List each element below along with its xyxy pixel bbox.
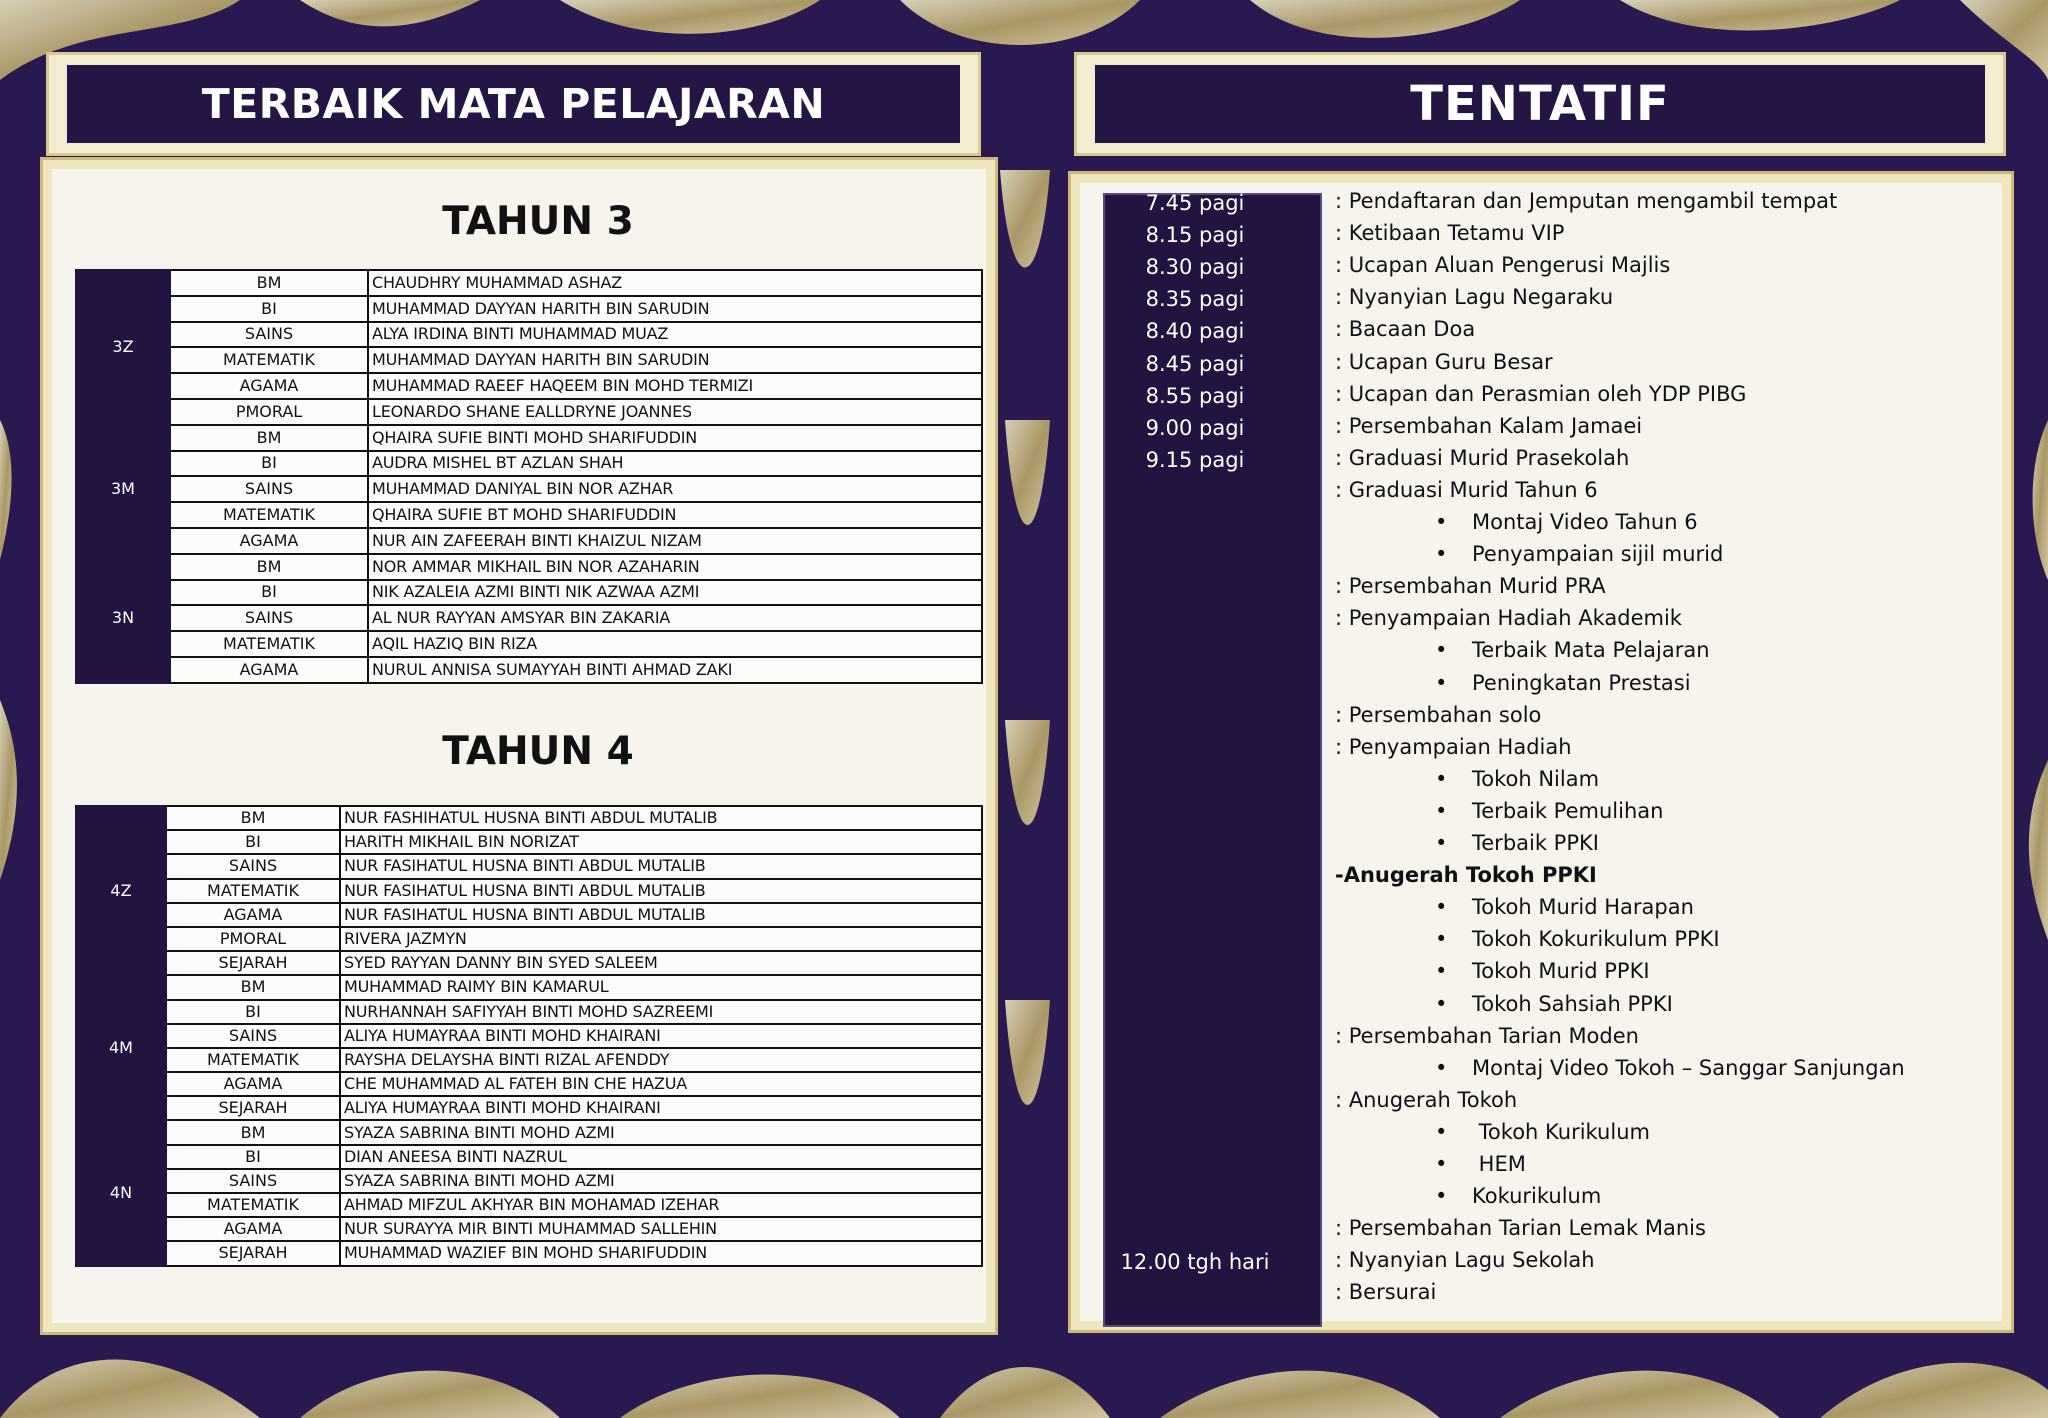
table-row: [76, 951, 982, 975]
tahun3-title: TAHUN 3: [442, 199, 634, 244]
bullet-text: Kokurikulum: [1472, 1184, 1602, 1209]
schedule-activity: : Persembahan solo: [1335, 702, 1542, 727]
bullet-text: Penyampaian sijil murid: [1472, 542, 1724, 567]
bullet-text: Tokoh Sahsiah PPKI: [1472, 991, 1673, 1016]
subject-cell: AGAMA: [166, 1217, 340, 1241]
schedule-activity: : Ucapan Aluan Pengerusi Majlis: [1335, 253, 1671, 278]
schedule-activity: : Persembahan Tarian Lemak Manis: [1335, 1216, 1706, 1241]
student-name-cell: NUR FASHIHATUL HUSNA BINTI ABDUL MUTALIB: [340, 806, 982, 830]
schedule-activity: : Bersurai: [1335, 1280, 1437, 1305]
student-name-cell: MUHAMMAD WAZIEF BIN MOHD SHARIFUDDIN: [340, 1241, 982, 1265]
subject-cell: SAINS: [170, 605, 368, 631]
table-row: [76, 975, 982, 999]
student-name-cell: LEONARDO SHANE EALLDRYNE JOANNES: [368, 399, 982, 425]
class-label: 4M: [76, 975, 166, 1120]
subject-cell: SAINS: [170, 476, 368, 502]
header-title-left: TERBAIK MATA PELAJARAN: [67, 65, 960, 143]
schedule-bullet-item: [1435, 542, 1723, 566]
bullet-text: Peningkatan Prestasi: [1472, 670, 1691, 695]
schedule-bullet-item: [1435, 671, 1691, 695]
subject-cell: BI: [166, 1145, 340, 1169]
class-label: 4Z: [76, 806, 166, 975]
table-row: [76, 554, 982, 580]
bullet-icon: •: [1435, 766, 1448, 791]
time-label: 8.35 pagi: [1145, 287, 1245, 312]
student-name-cell: MUHAMMAD RAIMY BIN KAMARUL: [340, 975, 982, 999]
subject-cell: AGAMA: [166, 1072, 340, 1096]
header-frame-left: [46, 52, 981, 156]
time-label: 8.30 pagi: [1145, 255, 1245, 280]
subject-cell: BI: [170, 296, 368, 322]
schedule-bullet-item: [1435, 510, 1698, 534]
student-name-cell: QHAIRA SUFIE BINTI MOHD SHARIFUDDIN: [368, 425, 982, 451]
bullet-text: Tokoh Nilam: [1472, 766, 1600, 791]
bullet-icon: •: [1435, 1184, 1448, 1209]
subject-cell: MATEMATIK: [170, 347, 368, 373]
bullet-icon: •: [1435, 1119, 1448, 1144]
schedule-activity: : Ucapan dan Perasmian oleh YDP PIBG: [1335, 381, 1747, 406]
schedule-activity: : Persembahan Kalam Jamaei: [1335, 413, 1643, 438]
table-row: [76, 830, 982, 854]
bullet-text: Tokoh Murid PPKI: [1472, 959, 1650, 984]
table-row: [76, 580, 982, 606]
bullet-text: Tokoh Murid Harapan: [1472, 895, 1694, 920]
table-row: [76, 1145, 982, 1169]
subject-cell: SAINS: [166, 1024, 340, 1048]
table-row: [76, 373, 982, 399]
tahun4-title: TAHUN 4: [442, 729, 634, 774]
schedule-bullet-item: [1435, 1152, 1526, 1176]
subject-cell: SEJARAH: [166, 951, 340, 975]
subject-cell: BM: [170, 270, 368, 296]
bullet-icon: •: [1435, 542, 1448, 567]
schedule-activity: : Bacaan Doa: [1335, 317, 1476, 342]
schedule-activity: : Penyampaian Hadiah: [1335, 734, 1572, 759]
subject-cell: MATEMATIK: [166, 1048, 340, 1072]
table-row: [76, 1241, 982, 1265]
class-label: 3M: [76, 425, 170, 554]
subject-cell: AGAMA: [170, 373, 368, 399]
schedule-bullet-item: [1435, 831, 1599, 855]
schedule-bullet-item: [1435, 767, 1599, 791]
student-name-cell: MUHAMMAD DAYYAN HARITH BIN SARUDIN: [368, 347, 982, 373]
student-name-cell: DIAN ANEESA BINTI NAZRUL: [340, 1145, 982, 1169]
schedule-bullet-item: [1435, 1184, 1601, 1208]
bullet-icon: •: [1435, 831, 1448, 855]
time-label: 7.45 pagi: [1145, 191, 1245, 215]
schedule-activity: : Pendaftaran dan Jemputan mengambil tempat: [1335, 189, 1838, 213]
schedule-activity: : Graduasi Murid Tahun 6: [1335, 477, 1598, 502]
tahun3-table-body: [76, 270, 982, 683]
subject-cell: BM: [170, 425, 368, 451]
table-row: [76, 1193, 982, 1217]
schedule-bullet-item: [1435, 992, 1673, 1016]
bullet-text: Terbaik Mata Pelajaran: [1472, 638, 1710, 663]
student-name-cell: HARITH MIKHAIL BIN NORIZAT: [340, 830, 982, 854]
student-name-cell: AQIL HAZIQ BIN RIZA: [368, 631, 982, 657]
subject-cell: BM: [166, 975, 340, 999]
subject-cell: PMORAL: [170, 399, 368, 425]
bullet-icon: •: [1435, 1055, 1448, 1080]
class-label: 3N: [76, 554, 170, 683]
table-row: [76, 502, 982, 528]
schedule-bullet-item: [1435, 959, 1650, 983]
subject-cell: BI: [170, 451, 368, 477]
table-row: [76, 806, 982, 830]
time-label: 8.40 pagi: [1145, 319, 1245, 344]
student-name-cell: NUR FASIHATUL HUSNA BINTI ABDUL MUTALIB: [340, 879, 982, 903]
subject-cell: AGAMA: [170, 528, 368, 554]
student-name-cell: NUR AIN ZAFEERAH BINTI KHAIZUL NIZAM: [368, 528, 982, 554]
table-row: [76, 1096, 982, 1120]
table-row: [76, 399, 982, 425]
student-name-cell: RIVERA JAZMYN: [340, 927, 982, 951]
table-row: [76, 451, 982, 477]
student-name-cell: SYED RAYYAN DANNY BIN SYED SALEEM: [340, 951, 982, 975]
bullet-icon: •: [1435, 798, 1448, 823]
student-name-cell: NURHANNAH SAFIYYAH BINTI MOHD SAZREEMI: [340, 1000, 982, 1024]
table-row: [76, 1048, 982, 1072]
table-row: [76, 631, 982, 657]
student-name-cell: ALIYA HUMAYRAA BINTI MOHD KHAIRANI: [340, 1024, 982, 1048]
subject-cell: BM: [166, 806, 340, 830]
schedule-bullet-item: [1435, 638, 1710, 662]
student-name-cell: CHAUDHRY MUHAMMAD ASHAZ: [368, 270, 982, 296]
student-name-cell: AHMAD MIFZUL AKHYAR BIN MOHAMAD IZEHAR: [340, 1193, 982, 1217]
schedule-bullet-item: [1435, 895, 1694, 919]
bullet-text: HEM: [1472, 1152, 1526, 1176]
subject-cell: BI: [166, 1000, 340, 1024]
time-column: [1103, 193, 1322, 1327]
subject-cell: MATEMATIK: [170, 631, 368, 657]
table-row: [76, 322, 982, 348]
bullet-text: Tokoh Kokurikulum PPKI: [1472, 927, 1720, 952]
table-row: [76, 528, 982, 554]
table-row: [76, 1072, 982, 1096]
student-name-cell: AUDRA MISHEL BT AZLAN SHAH: [368, 451, 982, 477]
student-name-cell: QHAIRA SUFIE BT MOHD SHARIFUDDIN: [368, 502, 982, 528]
student-name-cell: MUHAMMAD RAEEF HAQEEM BIN MOHD TERMIZI: [368, 373, 982, 399]
schedule-panel: [1071, 174, 2011, 1330]
time-label: 9.15 pagi: [1145, 447, 1245, 472]
bullet-icon: •: [1435, 927, 1448, 952]
student-name-cell: RAYSHA DELAYSHA BINTI RIZAL AFENDDY: [340, 1048, 982, 1072]
table-row: [76, 296, 982, 322]
student-name-cell: SYAZA SABRINA BINTI MOHD AZMI: [340, 1120, 982, 1144]
subject-cell: MATEMATIK: [166, 1193, 340, 1217]
schedule-activity: : Graduasi Murid Prasekolah: [1335, 445, 1630, 470]
subject-cell: MATEMATIK: [170, 502, 368, 528]
subject-awards-panel: [43, 160, 995, 1332]
time-label: 8.15 pagi: [1145, 223, 1245, 248]
table-row: [76, 347, 982, 373]
subject-cell: BM: [166, 1120, 340, 1144]
table-row: [76, 605, 982, 631]
table-row: [76, 1169, 982, 1193]
schedule-activity: : Anugerah Tokoh: [1335, 1087, 1518, 1112]
header-title-right: TENTATIF: [1095, 65, 1985, 143]
subject-cell: PMORAL: [166, 927, 340, 951]
tahun3-table: [75, 269, 983, 684]
table-row: [76, 903, 982, 927]
table-row: [76, 927, 982, 951]
student-name-cell: NUR SURAYYA MIR BINTI MUHAMMAD SALLEHIN: [340, 1217, 982, 1241]
table-row: [76, 270, 982, 296]
schedule-bullet-item: [1435, 1120, 1650, 1144]
student-name-cell: ALIYA HUMAYRAA BINTI MOHD KHAIRANI: [340, 1096, 982, 1120]
bullet-text: Montaj Video Tokoh – Sanggar Sanjungan: [1472, 1055, 1905, 1080]
bullet-icon: •: [1435, 959, 1448, 984]
subject-cell: MATEMATIK: [166, 879, 340, 903]
time-label: 8.45 pagi: [1145, 351, 1245, 376]
schedule-section-heading: -Anugerah Tokoh PPKI: [1335, 863, 1597, 888]
subject-cell: SEJARAH: [166, 1096, 340, 1120]
table-row: [76, 1120, 982, 1144]
bullet-icon: •: [1435, 670, 1448, 695]
class-label: 3Z: [76, 270, 170, 425]
table-row: [76, 1217, 982, 1241]
student-name-cell: NUR FASIHATUL HUSNA BINTI ABDUL MUTALIB: [340, 903, 982, 927]
table-row: [76, 425, 982, 451]
tahun4-table-body: [76, 806, 982, 1266]
student-name-cell: NUR FASIHATUL HUSNA BINTI ABDUL MUTALIB: [340, 854, 982, 878]
bullet-icon: •: [1435, 991, 1448, 1016]
subject-cell: SEJARAH: [166, 1241, 340, 1265]
subject-cell: SAINS: [170, 322, 368, 348]
table-row: [76, 1000, 982, 1024]
subject-cell: SAINS: [166, 854, 340, 878]
student-name-cell: ALYA IRDINA BINTI MUHAMMAD MUAZ: [368, 322, 982, 348]
subject-cell: BI: [170, 580, 368, 606]
subject-cell: AGAMA: [170, 657, 368, 683]
subject-cell: AGAMA: [166, 903, 340, 927]
bullet-icon: •: [1435, 1152, 1448, 1176]
subject-cell: BM: [170, 554, 368, 580]
student-name-cell: NOR AMMAR MIKHAIL BIN NOR AZAHARIN: [368, 554, 982, 580]
table-row: [76, 476, 982, 502]
time-label: 8.55 pagi: [1145, 383, 1245, 408]
bullet-text: Terbaik Pemulihan: [1472, 798, 1664, 823]
bullet-icon: •: [1435, 895, 1448, 920]
table-row: [76, 657, 982, 683]
student-name-cell: MUHAMMAD DAYYAN HARITH BIN SARUDIN: [368, 296, 982, 322]
student-name-cell: AL NUR RAYYAN AMSYAR BIN ZAKARIA: [368, 605, 982, 631]
bullet-text: Montaj Video Tahun 6: [1472, 510, 1698, 534]
bullet-icon: •: [1435, 638, 1448, 663]
schedule-bullet-item: [1435, 927, 1720, 951]
tahun4-table: [75, 805, 983, 1267]
schedule-activity: : Ucapan Guru Besar: [1335, 349, 1553, 374]
table-row: [76, 1024, 982, 1048]
table-row: [76, 879, 982, 903]
subject-cell: SAINS: [166, 1169, 340, 1193]
time-label: 12.00 tgh hari: [1120, 1250, 1270, 1275]
header-frame-right: [1074, 52, 2006, 156]
bullet-text: Terbaik PPKI: [1472, 831, 1599, 855]
student-name-cell: CHE MUHAMMAD AL FATEH BIN CHE HAZUA: [340, 1072, 982, 1096]
bullet-text: Tokoh Kurikulum: [1472, 1119, 1650, 1144]
schedule-activity: : Ketibaan Tetamu VIP: [1335, 221, 1565, 246]
table-row: [76, 854, 982, 878]
time-label: 9.00 pagi: [1145, 415, 1245, 440]
student-name-cell: SYAZA SABRINA BINTI MOHD AZMI: [340, 1169, 982, 1193]
schedule-activity: : Penyampaian Hadiah Akademik: [1335, 606, 1682, 631]
schedule-activity: : Nyanyian Lagu Negaraku: [1335, 285, 1614, 310]
schedule-activity: : Nyanyian Lagu Sekolah: [1335, 1248, 1595, 1273]
bullet-icon: •: [1435, 510, 1448, 534]
student-name-cell: NIK AZALEIA AZMI BINTI NIK AZWAA AZMI: [368, 580, 982, 606]
schedule-activity: : Persembahan Tarian Moden: [1335, 1023, 1639, 1048]
schedule-activity: : Persembahan Murid PRA: [1335, 574, 1606, 599]
subject-cell: BI: [166, 830, 340, 854]
schedule-bullet-item: [1435, 1056, 1905, 1080]
student-name-cell: NURUL ANNISA SUMAYYAH BINTI AHMAD ZAKI: [368, 657, 982, 683]
student-name-cell: MUHAMMAD DANIYAL BIN NOR AZHAR: [368, 476, 982, 502]
schedule-bullet-item: [1435, 799, 1663, 823]
class-label: 4N: [76, 1120, 166, 1265]
